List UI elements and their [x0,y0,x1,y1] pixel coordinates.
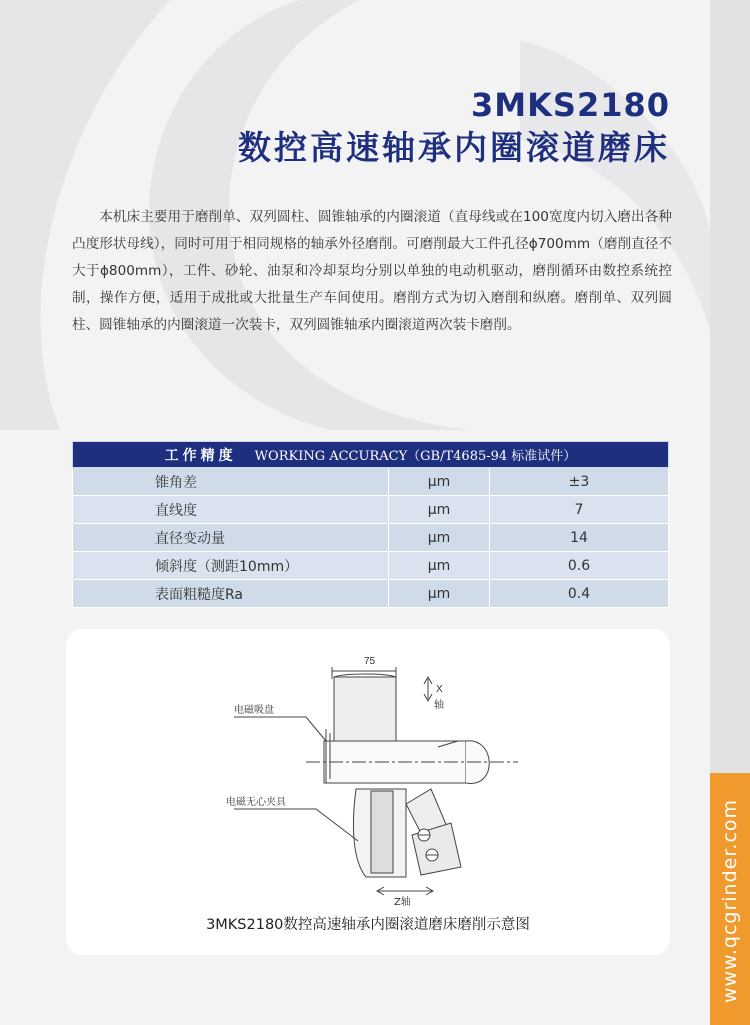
table-row [73,580,669,608]
row-unit: μm [389,580,490,608]
table-row [73,524,669,552]
table-row [73,552,669,580]
row-unit: μm [389,496,490,524]
grinding-diagram [66,629,670,955]
row-value: ±3 [490,468,669,496]
accuracy-heading-en: WORKING ACCURACY（GB/T4685-94 标准试件） [254,448,577,464]
row-item: 表面粗糙度Ra [73,580,389,608]
x-axis-label: X [436,684,443,695]
accuracy-heading-cn: 工作精度 [164,447,237,464]
table-row [73,496,669,524]
row-value: 14 [490,524,669,552]
chuck-label: 电磁吸盘 [234,705,274,716]
row-unit: μm [389,552,490,580]
accuracy-table-header [73,442,669,468]
row-item: 锥角差 [73,468,389,496]
diagram-card [66,629,670,955]
product-description: 本机床主要用于磨削单、双列圆柱、圆锥轴承的内圈滚道（直母线或在100宽度内切入磨出各种凸度形状母线），同时可用于相同规格的轴承外径磨削。可磨削最大工件孔径ϕ700mm（磨削直径不大于ϕ800mm），工件、砂轮、油泵和冷却泵均分别以单独的电动机驱动，磨削循环由数控系统控制，操作方便，适用于成批或大批量生产车间使用。磨削方式为切入磨削和纵磨。磨削单、双列圆柱、圆锥轴承的内圈滚道一次装卡，双列圆锥轴承内圈滚道两次装卡磨削。 [72,209,672,333]
accuracy-heading [73,442,669,468]
z-axis-label: Z轴 [394,897,411,908]
row-value: 7 [490,496,669,524]
website-url: www.qcgrinder.com [719,798,741,1004]
accuracy-table [72,441,669,608]
dimension-label: 75 [364,656,376,667]
product-title: 数控高速轴承内圈滚道磨床 [238,128,670,167]
table-row [73,468,669,496]
row-item: 直线度 [73,496,389,524]
row-unit: μm [389,524,490,552]
row-value: 0.6 [490,552,669,580]
row-unit: μm [389,468,490,496]
row-value: 0.4 [490,580,669,608]
x-axis-label-cn: 轴 [434,700,444,711]
row-item: 直径变动量 [73,524,389,552]
fixture-label: 电磁无心夹具 [226,797,286,808]
row-item: 倾斜度（测距10mm） [73,552,389,580]
diagram-caption: 3MKS2180数控高速轴承内圈滚道磨床磨削示意图 [206,917,530,933]
model-title: 3MKS2180 [470,86,670,124]
